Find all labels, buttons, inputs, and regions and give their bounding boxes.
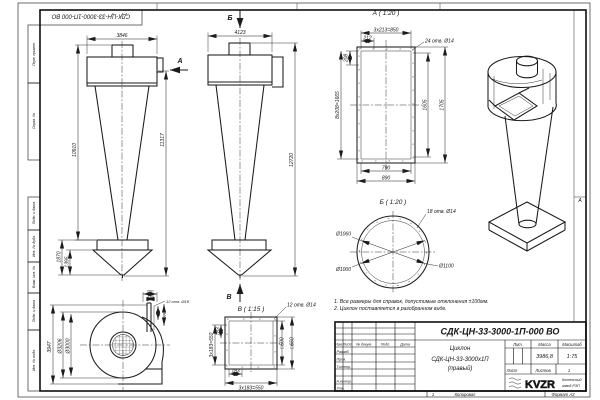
- sheets-label: Листов: [535, 367, 551, 373]
- mass-value: 3986,8: [536, 354, 553, 360]
- dim-inner-h: 1605: [422, 99, 429, 111]
- dim-bottom-total: 3x183=550: [238, 385, 264, 392]
- dim-side-total: 8x208=1665: [335, 91, 341, 119]
- dim-w-inner: 140: [147, 293, 154, 299]
- company-line-1: Котельный: [562, 378, 582, 382]
- margin-label: Перв. примен.: [32, 42, 36, 66]
- sheet-label: Лист: [506, 367, 518, 373]
- row-nkontr: Н.контр.: [336, 379, 352, 384]
- dim-holes: 12 отв. Ø14: [287, 302, 316, 309]
- dim-width: 4123: [234, 30, 246, 37]
- note-1: 1. Все размеры для справок, допустимые отклонения ±100мм.: [334, 299, 489, 305]
- margin-label: Инв. № дубл.: [32, 234, 36, 258]
- dim-top-total: 3x213=850: [373, 27, 399, 34]
- footer-format: Формат А3: [551, 392, 575, 397]
- footer-zone: 1: [431, 392, 435, 397]
- footer-copied: Копировал: [454, 392, 476, 397]
- note-2: 2. Циклон поставляется в разобранном виде.: [334, 306, 447, 312]
- margin-label: Взам. инв. №: [32, 265, 36, 289]
- dim-outer-w: 890: [381, 175, 391, 182]
- view-label-b: Б: [227, 15, 233, 22]
- doc-number: СДК-ЦН-33-3000-1П-000 ВО: [440, 326, 560, 337]
- row-razrab: Разраб.: [336, 349, 350, 354]
- col-list: Лист: [342, 342, 353, 347]
- scale-value: 1:75: [566, 354, 578, 360]
- dim-outer-h: 1705: [439, 99, 446, 111]
- dim-top-step: 212: [363, 35, 372, 42]
- dim-holes: 18 отв. Ø14: [427, 209, 456, 215]
- dim-height-right: 12720: [289, 153, 295, 167]
- margin-label: Подп. и дата: [32, 201, 36, 225]
- detail-a-title: А ( 1:20 ): [372, 10, 400, 17]
- row-utv: Утв.: [336, 386, 345, 391]
- col-sign: Подп.: [380, 342, 391, 347]
- scale-label: Масштаб: [562, 341, 582, 347]
- dim-shell-dia: Ø3000: [65, 338, 72, 354]
- detail-b-title: Б ( 1:20 ): [379, 199, 407, 206]
- row-prov: Пров.: [336, 357, 346, 362]
- dim-inner-circle: Ø1000: [335, 267, 351, 273]
- outlet-grid: [113, 335, 134, 356]
- sheets-value: 1: [567, 367, 571, 373]
- dim-outer-circle: Ø1100: [439, 263, 454, 270]
- dim-height-left: 10910: [72, 143, 78, 157]
- col-doc: № докум.: [356, 342, 372, 347]
- dim-left-total: 3x183=550: [209, 332, 215, 358]
- dim-height: 3947: [47, 341, 53, 353]
- dim-bolt-circle: Ø1060: [335, 231, 351, 238]
- lit-label: Лит.: [513, 341, 523, 347]
- dim-bottom-step: 183: [231, 368, 240, 375]
- dim-side-step: 208: [343, 53, 350, 63]
- zone-letter: А: [578, 198, 582, 204]
- dim-inner-w: 790: [381, 165, 391, 172]
- row-tkontr: Т.контр.: [336, 364, 351, 369]
- view-label-a: А: [177, 58, 183, 65]
- dim-outer-square: □660: [289, 337, 296, 349]
- dim-hopper-outer: 1870: [56, 251, 63, 263]
- dim-width: 3846: [116, 33, 128, 40]
- logo-text: KVZR: [525, 379, 555, 391]
- margin-label: Подп. и дата: [32, 299, 36, 323]
- view-label-v: В: [226, 294, 232, 301]
- corner-stamp-number: СДК-ЦН-33-3000-1П-000 ВО: [51, 12, 131, 19]
- detail-v-title: В ( 1:15 ): [237, 306, 265, 313]
- dim-hopper-inner: 1395: [64, 256, 71, 268]
- dim-wrap-dia: Ø3206: [57, 338, 64, 354]
- part-name-2: СДК-ЦН-33-3000х1П: [431, 357, 489, 363]
- company-line-2: завод РЭП: [562, 384, 580, 388]
- dim-height-right: 11317: [160, 133, 166, 147]
- dim-f1: 140: [155, 309, 161, 317]
- margin-label: Инв. № подл.: [32, 348, 36, 372]
- dim-f2: 270: [161, 311, 167, 319]
- col-izm: Изм.: [335, 342, 343, 347]
- part-name-1: Циклон: [449, 346, 471, 352]
- dim-holes: 24 отв. Ø14: [425, 38, 454, 45]
- dim-w-outer: 200: [146, 288, 154, 294]
- dim-holes: 12 отв. Ø18: [166, 299, 189, 304]
- dim-inner-square: □500: [279, 337, 286, 349]
- col-date: Дата: [400, 342, 410, 347]
- dim-left-step: 183: [215, 327, 222, 336]
- part-name-3: (правый): [447, 366, 473, 372]
- margin-label: Справ. №: [32, 112, 36, 130]
- mass-label: Масса: [538, 341, 551, 347]
